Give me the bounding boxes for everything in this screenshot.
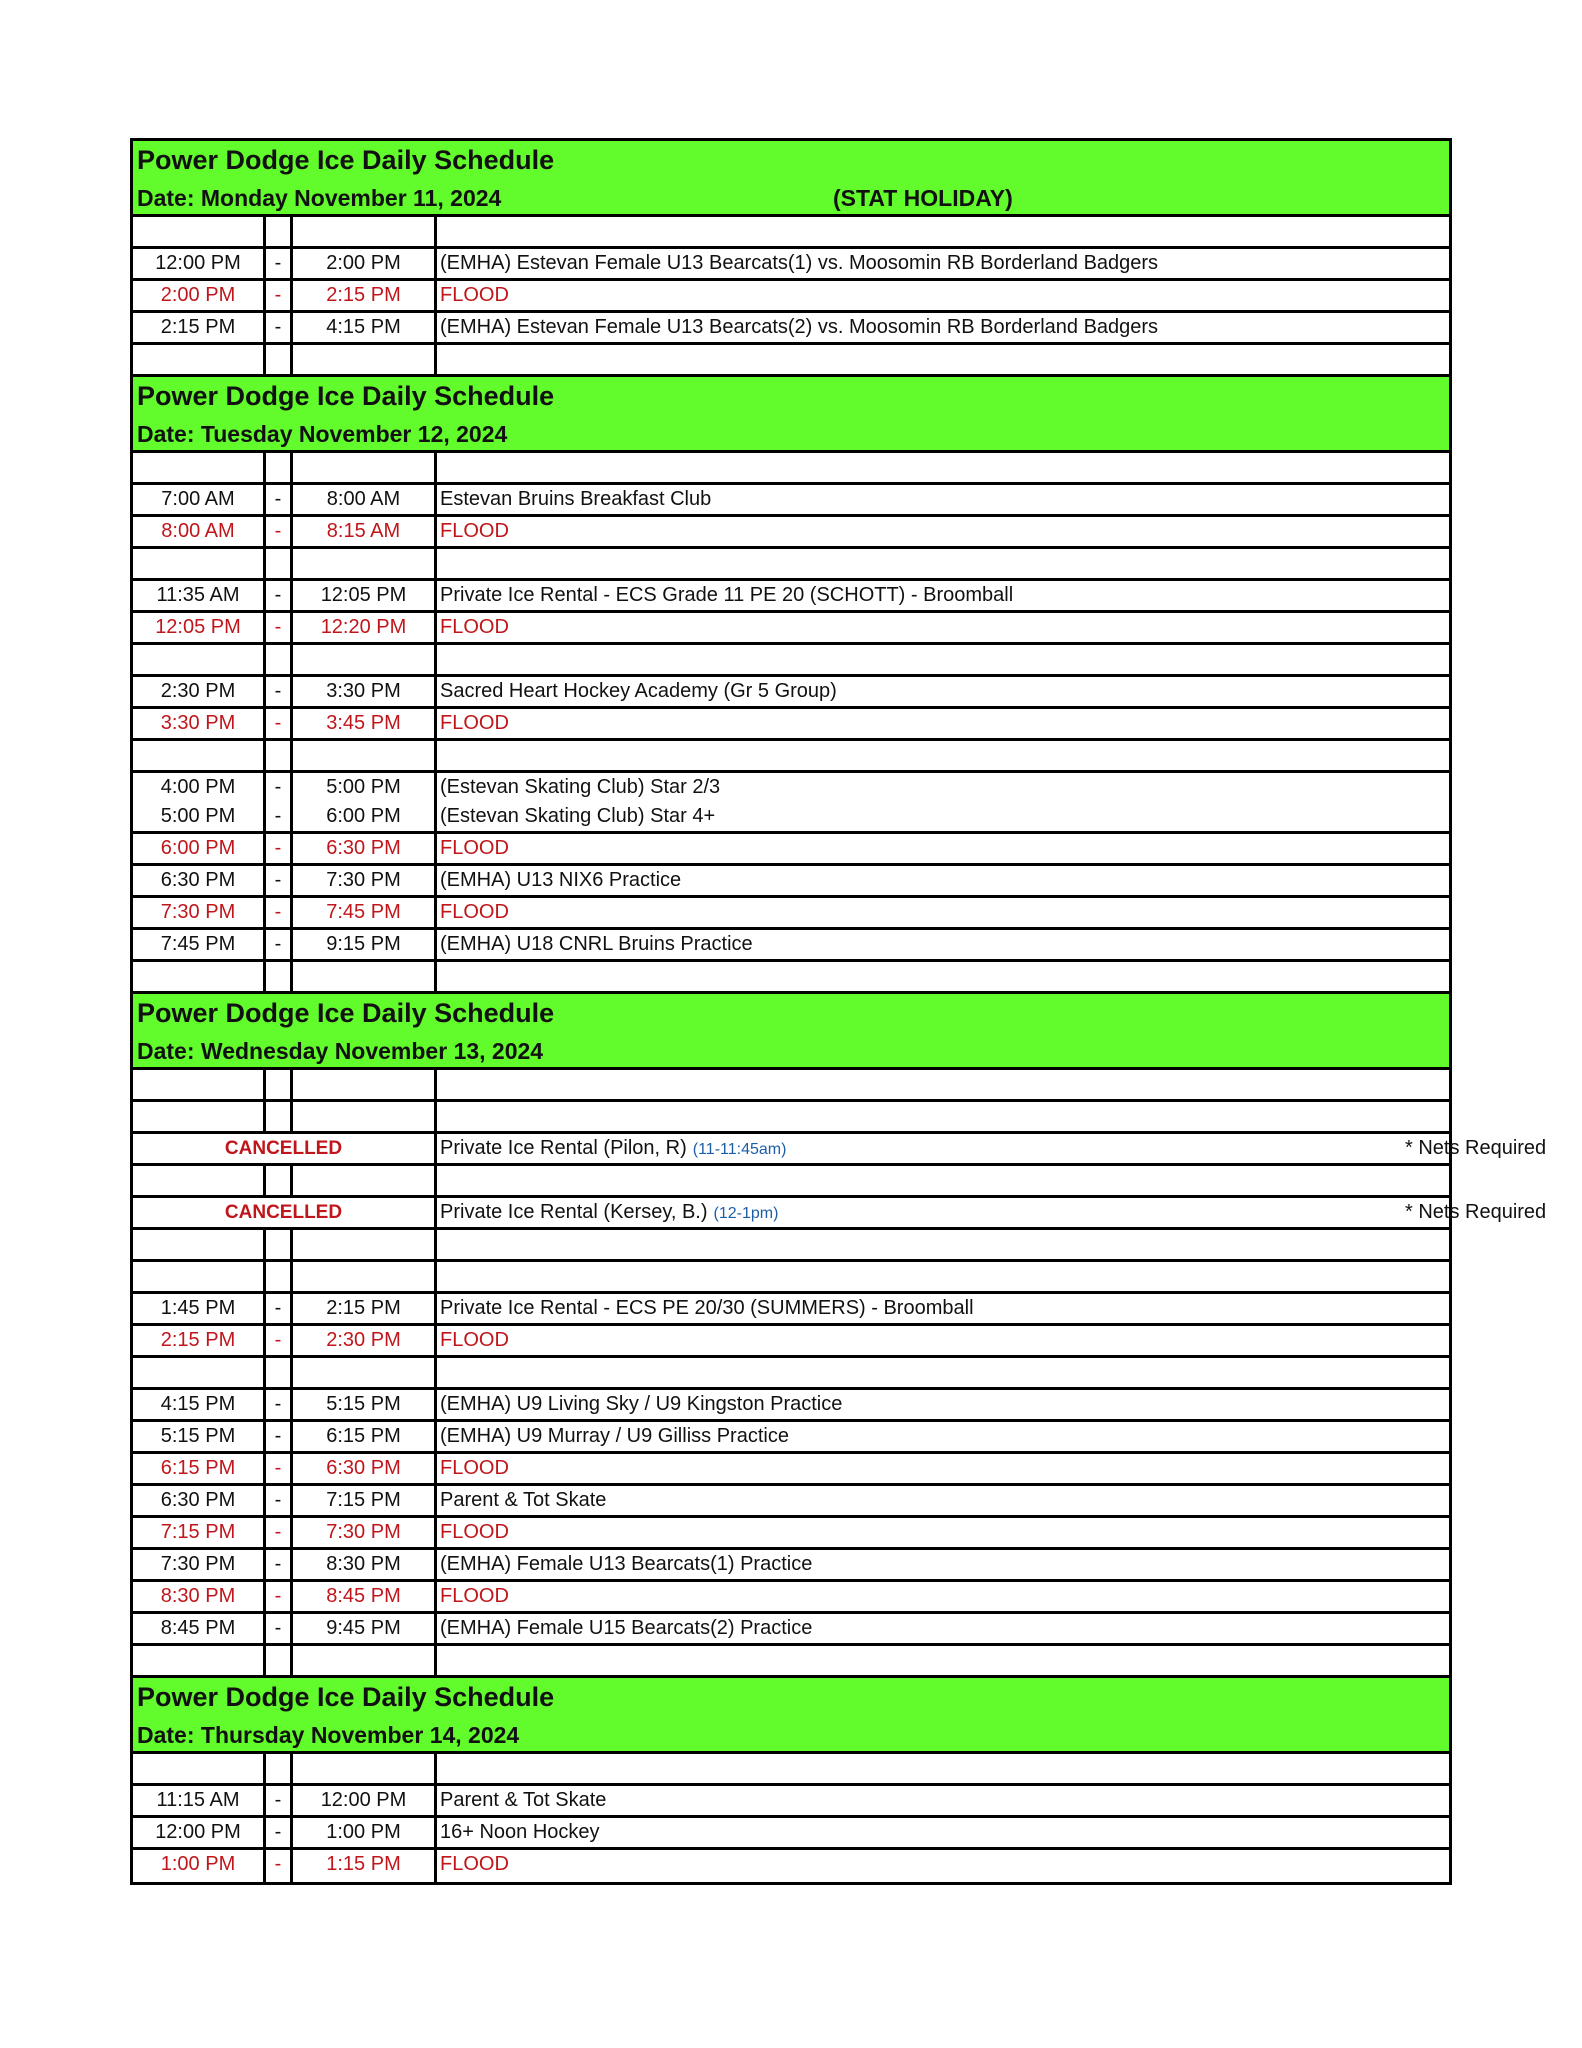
time-separator: - xyxy=(263,1390,293,1419)
flood-row xyxy=(133,1326,1449,1358)
end-time: 6:15 PM xyxy=(326,1425,401,1447)
end-time: 7:15 PM xyxy=(326,1489,401,1511)
time-separator: - xyxy=(263,1486,293,1515)
day-date: Date: Monday November 11, 2024 xyxy=(137,185,502,211)
time-separator xyxy=(263,1646,293,1675)
blank-row xyxy=(133,1070,1449,1102)
flood-row xyxy=(133,709,1449,741)
event-description: FLOOD xyxy=(434,613,1449,642)
start-time: 8:30 PM xyxy=(160,1585,236,1607)
event-description: FLOOD xyxy=(434,281,1449,310)
start-time xyxy=(133,1358,263,1387)
event-description: FLOOD xyxy=(434,517,1449,546)
time-separator: - xyxy=(263,866,293,895)
end-time xyxy=(293,1358,434,1387)
end-time xyxy=(293,1646,434,1675)
time-separator: - xyxy=(263,485,293,514)
event-description: FLOOD xyxy=(434,1850,1449,1882)
start-time xyxy=(133,645,263,674)
blank-row xyxy=(133,1646,1449,1678)
start-time: 12:00 PM xyxy=(155,1821,241,1843)
event-description: (EMHA) Estevan Female U13 Bearcats(2) vs. Moosomin RB Borderland Badgers xyxy=(434,313,1449,342)
cancelled-status: CANCELLED xyxy=(224,1202,343,1223)
end-time: 2:30 PM xyxy=(326,1329,401,1351)
end-time: 1:15 PM xyxy=(326,1853,401,1875)
start-time: 5:00 PM xyxy=(160,805,236,827)
day-date: Date: Tuesday November 12, 2024 xyxy=(137,421,508,447)
event-row xyxy=(133,1786,1449,1818)
event-description xyxy=(434,1198,1547,1227)
day-header xyxy=(133,1678,1449,1754)
event-description xyxy=(434,1754,1449,1783)
start-time: 7:15 PM xyxy=(160,1521,236,1543)
event-description: Private Ice Rental - ECS PE 20/30 (SUMMERS) - Broomball xyxy=(434,1294,1449,1323)
end-time: 9:45 PM xyxy=(326,1617,401,1639)
start-time xyxy=(133,1262,263,1291)
start-time xyxy=(133,1166,263,1195)
event-description: Private Ice Rental - ECS Grade 11 PE 20 (SCHOTT) - Broomball xyxy=(434,581,1449,610)
event-description: FLOOD xyxy=(434,834,1449,863)
end-time xyxy=(293,1754,434,1783)
time-separator xyxy=(263,549,293,578)
end-time xyxy=(293,453,434,482)
event-description xyxy=(434,1646,1449,1675)
start-time xyxy=(133,741,263,770)
event-description: (EMHA) Female U13 Bearcats(1) Practice xyxy=(434,1550,1449,1579)
event-description xyxy=(434,1262,1449,1291)
end-time xyxy=(293,1230,434,1259)
event-description xyxy=(434,1166,1449,1195)
end-time: 7:45 PM xyxy=(326,901,401,923)
time-separator xyxy=(263,453,293,482)
time-separator: - xyxy=(263,581,293,610)
time-separator: - xyxy=(263,709,293,738)
blank-row xyxy=(133,741,1449,773)
flood-row xyxy=(133,898,1449,930)
cancelled-status: CANCELLED xyxy=(224,1138,343,1159)
event-description: (EMHA) U18 CNRL Bruins Practice xyxy=(434,930,1449,959)
event-description xyxy=(434,217,1449,246)
event-description: FLOOD xyxy=(434,709,1449,738)
time-separator: - xyxy=(263,1454,293,1483)
start-time xyxy=(133,217,263,246)
time-separator xyxy=(263,1358,293,1387)
blank-row xyxy=(133,549,1449,581)
time-separator: - xyxy=(263,1518,293,1547)
event-row xyxy=(133,581,1449,613)
time-separator: - xyxy=(263,898,293,927)
time-separator: - xyxy=(263,613,293,642)
end-time: 7:30 PM xyxy=(326,869,401,891)
start-time: 1:00 PM xyxy=(160,1853,236,1875)
day-title: Power Dodge Ice Daily Schedule xyxy=(137,998,555,1028)
event-description xyxy=(434,453,1449,482)
start-time: 12:05 PM xyxy=(155,616,241,638)
blank-row xyxy=(133,1102,1449,1134)
nets-note: * Nets Required xyxy=(1405,1137,1547,1159)
end-time xyxy=(293,741,434,770)
day-date: Date: Thursday November 14, 2024 xyxy=(137,1722,520,1748)
start-time xyxy=(133,453,263,482)
event-row xyxy=(133,930,1449,962)
event-row xyxy=(133,1614,1449,1646)
day-title: Power Dodge Ice Daily Schedule xyxy=(137,381,555,411)
start-time xyxy=(133,1230,263,1259)
event-description xyxy=(434,1134,1547,1163)
start-time: 12:00 PM xyxy=(155,252,241,274)
event-row xyxy=(133,1294,1449,1326)
event-description xyxy=(434,345,1449,374)
event-description xyxy=(434,1358,1449,1387)
event-description xyxy=(434,962,1449,991)
time-separator: - xyxy=(263,1850,293,1882)
blank-row xyxy=(133,1358,1449,1390)
time-separator: - xyxy=(263,773,293,802)
event-description: FLOOD xyxy=(434,1582,1449,1611)
end-time xyxy=(293,1166,434,1195)
flood-row xyxy=(133,1518,1449,1550)
event-description: Parent & Tot Skate xyxy=(434,1486,1449,1515)
time-separator: - xyxy=(263,1614,293,1643)
time-separator xyxy=(263,645,293,674)
time-separator: - xyxy=(263,1786,293,1815)
blank-row xyxy=(133,1230,1449,1262)
event-description: 16+ Noon Hockey xyxy=(434,1818,1449,1847)
cancelled-row xyxy=(133,1134,1547,1166)
start-time xyxy=(133,962,263,991)
start-time: 6:30 PM xyxy=(160,869,236,891)
end-time: 7:30 PM xyxy=(326,1521,401,1543)
start-time: 7:30 PM xyxy=(160,1553,236,1575)
event-row xyxy=(133,485,1449,517)
blank-row xyxy=(133,345,1449,377)
holiday-label: (STAT HOLIDAY) xyxy=(833,185,1013,211)
start-time: 2:30 PM xyxy=(160,680,236,702)
start-time: 7:45 PM xyxy=(160,933,236,955)
end-time: 2:00 PM xyxy=(326,252,401,274)
start-time: 1:45 PM xyxy=(160,1297,236,1319)
time-separator xyxy=(263,741,293,770)
end-time xyxy=(293,962,434,991)
end-time: 5:00 PM xyxy=(326,776,401,798)
flood-row xyxy=(133,517,1449,549)
start-time: 7:30 PM xyxy=(160,901,236,923)
nets-note: * Nets Required xyxy=(1405,1201,1547,1223)
end-time: 1:00 PM xyxy=(326,1821,401,1843)
start-time: 4:15 PM xyxy=(160,1393,236,1415)
start-time xyxy=(133,549,263,578)
end-time xyxy=(293,1070,434,1099)
event-description: Estevan Bruins Breakfast Club xyxy=(434,485,1449,514)
event-description: (Estevan Skating Club) Star 4+ xyxy=(434,802,1449,831)
time-separator: - xyxy=(263,1582,293,1611)
start-time: 6:30 PM xyxy=(160,1489,236,1511)
time-separator: - xyxy=(263,313,293,342)
blank-row xyxy=(133,1166,1449,1198)
flood-row xyxy=(133,1850,1449,1882)
day-header xyxy=(133,377,1449,453)
event-row xyxy=(133,677,1449,709)
time-separator: - xyxy=(263,1422,293,1451)
event-row xyxy=(133,773,1449,802)
time-separator xyxy=(263,1754,293,1783)
time-separator: - xyxy=(263,1294,293,1323)
end-time xyxy=(293,645,434,674)
start-time: 2:15 PM xyxy=(160,1329,236,1351)
time-separator: - xyxy=(263,281,293,310)
blank-row xyxy=(133,1262,1449,1294)
start-time: 8:00 AM xyxy=(161,520,235,542)
time-separator xyxy=(263,217,293,246)
end-time: 2:15 PM xyxy=(326,284,401,306)
event-description: FLOOD xyxy=(434,1326,1449,1355)
end-time: 8:15 AM xyxy=(326,520,401,542)
event-description: FLOOD xyxy=(434,1518,1449,1547)
start-time: 11:35 AM xyxy=(156,584,240,606)
day-title: Power Dodge Ice Daily Schedule xyxy=(137,1682,555,1712)
event-description xyxy=(434,549,1449,578)
start-time xyxy=(133,1070,263,1099)
event-row xyxy=(133,313,1449,345)
blank-row xyxy=(133,1754,1449,1786)
start-time: 4:00 PM xyxy=(160,776,236,798)
time-separator xyxy=(263,1070,293,1099)
event-description xyxy=(434,1230,1449,1259)
time-separator: - xyxy=(263,802,293,831)
start-time: 3:30 PM xyxy=(160,712,236,734)
start-time xyxy=(133,1754,263,1783)
start-time: 8:45 PM xyxy=(160,1617,236,1639)
time-separator xyxy=(263,1262,293,1291)
time-note: (12-1pm) xyxy=(713,1205,779,1222)
event-row xyxy=(133,1486,1449,1518)
start-time xyxy=(133,1102,263,1131)
start-time: 11:15 AM xyxy=(156,1789,240,1811)
flood-row xyxy=(133,281,1449,313)
event-description xyxy=(434,1070,1449,1099)
end-time: 6:00 PM xyxy=(326,805,401,827)
event-row xyxy=(133,866,1449,898)
end-time: 3:45 PM xyxy=(326,712,401,734)
start-time: 7:00 AM xyxy=(161,488,235,510)
event-description: FLOOD xyxy=(434,1454,1449,1483)
flood-row xyxy=(133,834,1449,866)
event-row xyxy=(133,1422,1449,1454)
time-separator xyxy=(263,962,293,991)
time-separator xyxy=(263,345,293,374)
event-description: Sacred Heart Hockey Academy (Gr 5 Group) xyxy=(434,677,1449,706)
time-separator xyxy=(263,1230,293,1259)
start-time: 2:00 PM xyxy=(160,284,236,306)
time-separator: - xyxy=(263,249,293,278)
start-time: 5:15 PM xyxy=(160,1425,236,1447)
cancelled-row xyxy=(133,1198,1547,1230)
event-description xyxy=(434,741,1449,770)
time-separator: - xyxy=(263,517,293,546)
blank-row xyxy=(133,645,1449,677)
event-description: (Estevan Skating Club) Star 2/3 xyxy=(434,773,1449,802)
end-time xyxy=(293,1102,434,1131)
event-row xyxy=(133,802,1449,834)
blank-row xyxy=(133,962,1449,994)
time-separator: - xyxy=(263,1326,293,1355)
start-time: 6:00 PM xyxy=(160,837,236,859)
end-time xyxy=(293,1262,434,1291)
time-separator: - xyxy=(263,834,293,863)
event-description: (EMHA) Female U15 Bearcats(2) Practice xyxy=(434,1614,1449,1643)
end-time xyxy=(293,217,434,246)
end-time: 12:05 PM xyxy=(320,584,407,606)
time-note: (11-11:45am) xyxy=(692,1141,787,1158)
event-description: (EMHA) U9 Murray / U9 Gilliss Practice xyxy=(434,1422,1449,1451)
day-header xyxy=(133,994,1449,1070)
event-description xyxy=(434,645,1449,674)
start-time: 6:15 PM xyxy=(160,1457,236,1479)
event-row xyxy=(133,1550,1449,1582)
event-row xyxy=(133,1818,1449,1850)
end-time xyxy=(293,549,434,578)
end-time: 8:30 PM xyxy=(326,1553,401,1575)
event-row xyxy=(133,1390,1449,1422)
blank-row xyxy=(133,217,1449,249)
end-time: 9:15 PM xyxy=(326,933,401,955)
time-separator xyxy=(263,1102,293,1131)
end-time: 2:15 PM xyxy=(326,1297,401,1319)
event-text: Private Ice Rental (Pilon, R) xyxy=(440,1137,687,1159)
time-separator: - xyxy=(263,1550,293,1579)
event-row xyxy=(133,249,1449,281)
flood-row xyxy=(133,1454,1449,1486)
start-time xyxy=(133,345,263,374)
start-time: 2:15 PM xyxy=(160,316,236,338)
flood-row xyxy=(133,1582,1449,1614)
end-time xyxy=(293,345,434,374)
end-time: 3:30 PM xyxy=(326,680,401,702)
event-description xyxy=(434,1102,1449,1131)
day-header xyxy=(133,141,1449,217)
flood-row xyxy=(133,613,1449,645)
time-separator: - xyxy=(263,930,293,959)
schedule-sheet xyxy=(130,138,1547,1885)
event-description: (EMHA) U13 NIX6 Practice xyxy=(434,866,1449,895)
time-separator: - xyxy=(263,1818,293,1847)
end-time: 12:00 PM xyxy=(320,1789,407,1811)
end-time: 12:20 PM xyxy=(320,616,407,638)
blank-row xyxy=(133,453,1449,485)
event-description: (EMHA) Estevan Female U13 Bearcats(1) vs. Moosomin RB Borderland Badgers xyxy=(434,249,1449,278)
event-description: Parent & Tot Skate xyxy=(434,1786,1449,1815)
event-description: FLOOD xyxy=(434,898,1449,927)
end-time: 5:15 PM xyxy=(326,1393,401,1415)
start-time xyxy=(133,1646,263,1675)
end-time: 6:30 PM xyxy=(326,1457,401,1479)
end-time: 6:30 PM xyxy=(326,837,401,859)
day-title: Power Dodge Ice Daily Schedule xyxy=(137,145,555,175)
day-date: Date: Wednesday November 13, 2024 xyxy=(137,1038,544,1064)
end-time: 8:00 AM xyxy=(326,488,401,510)
end-time: 8:45 PM xyxy=(326,1585,401,1607)
end-time: 4:15 PM xyxy=(326,316,401,338)
time-separator xyxy=(263,1166,293,1195)
event-description: (EMHA) U9 Living Sky / U9 Kingston Practice xyxy=(434,1390,1449,1419)
event-text: Private Ice Rental (Kersey, B.) xyxy=(440,1201,708,1223)
time-separator: - xyxy=(263,677,293,706)
